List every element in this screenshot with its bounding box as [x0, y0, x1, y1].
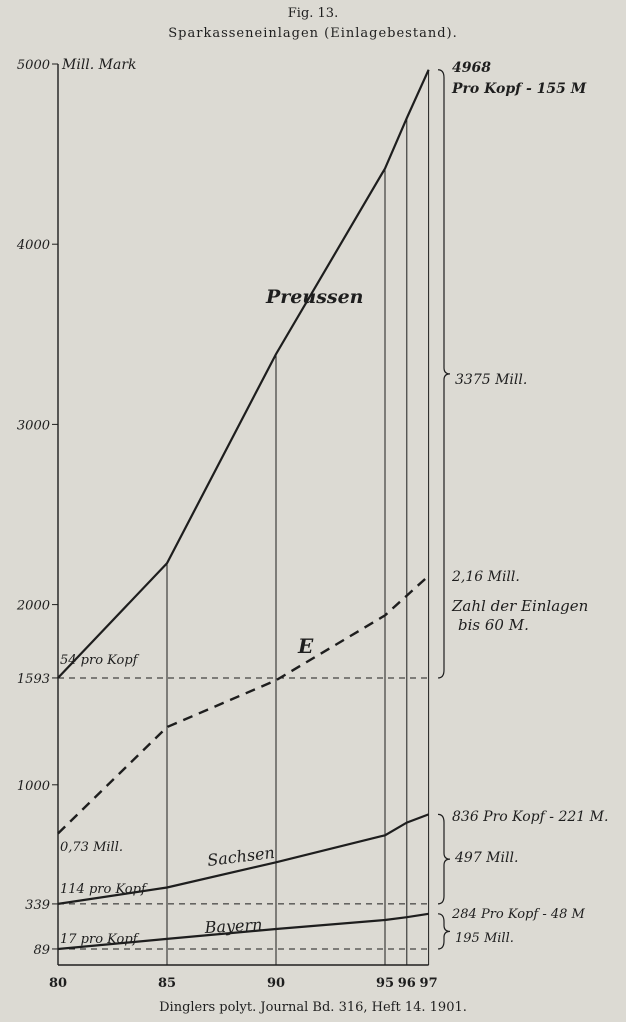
- x-tick-label: 95: [375, 976, 395, 991]
- annotation-e-description-2: bis 60 M.: [458, 616, 529, 634]
- annotation-e-description-1: Zahl der Einlagen: [452, 597, 589, 615]
- annotation-preussen-per-capita-start: 54 pro Kopf: [60, 653, 138, 668]
- y-tick-label: 89: [33, 942, 50, 958]
- y-tick-label: 339: [25, 897, 50, 913]
- brace-bayern: [438, 914, 450, 949]
- y-tick-label: 1000: [16, 778, 50, 794]
- y-tick-label: 4000: [16, 238, 50, 254]
- chart-annotations: [60, 60, 608, 949]
- y-tick-label: 5000: [16, 58, 50, 73]
- x-tick-label: 85: [157, 976, 177, 991]
- annotation-bayern-end: 284 Pro Kopf - 48 M: [452, 907, 585, 922]
- x-tick-label: 90: [266, 976, 286, 991]
- brace-preussen: [438, 70, 450, 678]
- series-label-sachsen: Sachsen: [206, 842, 276, 870]
- brace-sachsen: [438, 814, 450, 904]
- chart-series: [58, 70, 429, 949]
- figure-label: Fig. 13.: [287, 6, 339, 21]
- annotation-preussen-increase: 3375 Mill.: [455, 372, 528, 388]
- series-line-preussen: [58, 70, 429, 678]
- x-tick-label: 80: [48, 976, 68, 991]
- y-tick-label: 2000: [16, 598, 50, 614]
- series-label-bayern: Bayern: [204, 914, 263, 937]
- annotation-bayern-increase: 195 Mill.: [455, 931, 514, 946]
- annotation-bayern-per-capita-start: 17 pro Kopf: [60, 932, 138, 947]
- y-tick-label: 3000: [16, 418, 50, 434]
- annotation-sachsen-end: 836 Pro Kopf - 221 M.: [452, 809, 609, 825]
- annotation-sachsen-per-capita-start: 114 pro Kopf: [60, 882, 146, 897]
- annotation-sachsen-increase: 497 Mill.: [455, 850, 519, 866]
- series-label-e: E: [298, 634, 314, 658]
- y-tick-label: 1593: [16, 671, 50, 687]
- x-tick-label: 96: [397, 976, 416, 991]
- series-line-e: [58, 576, 429, 834]
- figure-caption: Dinglers polyt. Journal Bd. 316, Heft 14. 1901.: [159, 1000, 467, 1015]
- chart-grid: [52, 64, 429, 965]
- annotation-e-start: 0,73 Mill.: [60, 840, 123, 855]
- y-axis-label: Mill. Mark: [62, 57, 137, 73]
- annotation-preussen-per-capita-end: Pro Kopf - 155 M: [452, 81, 587, 97]
- chart-title: Sparkasseneinlagen (Einlagebestand).: [168, 26, 458, 41]
- x-tick-label: 97: [419, 976, 438, 991]
- annotation-e-value: 2,16 Mill.: [452, 569, 520, 585]
- series-label-preussen: Preussen: [266, 286, 364, 308]
- annotation-top-value: 4968: [452, 60, 491, 76]
